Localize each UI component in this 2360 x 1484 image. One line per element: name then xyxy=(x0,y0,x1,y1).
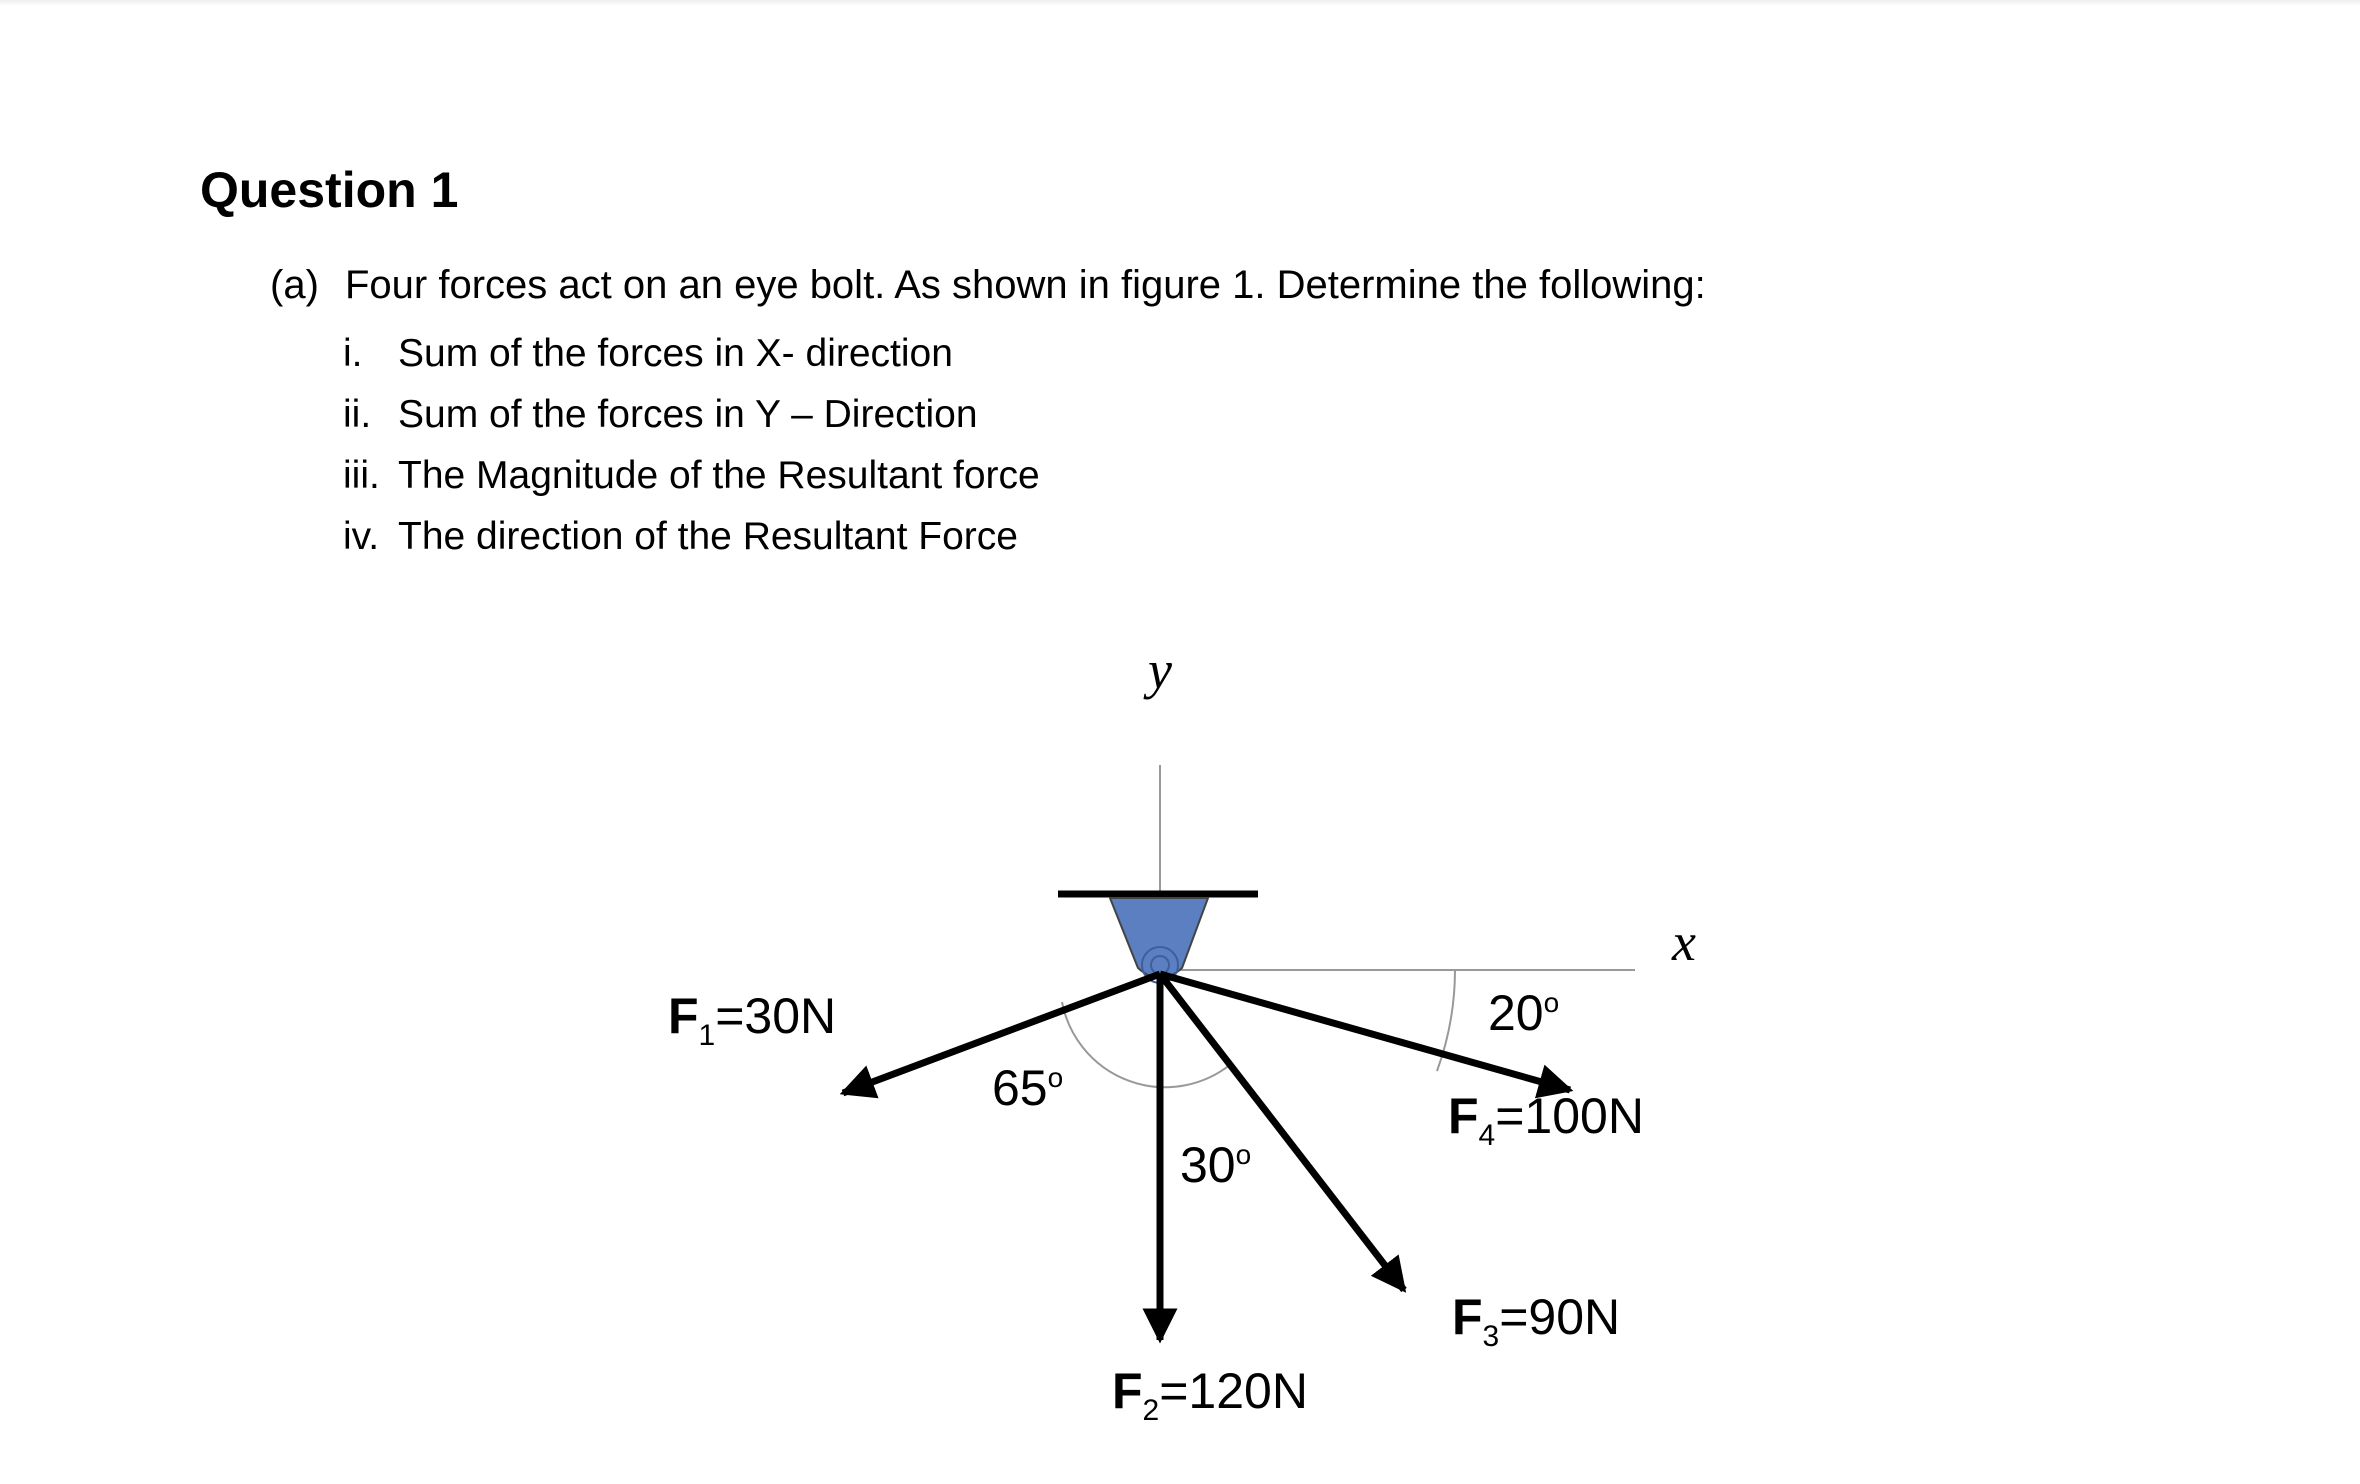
force-label-f1: $F_1=30N$ xyxy=(668,988,837,1052)
item-text: Sum of the forces in X- direction xyxy=(398,332,953,375)
angle-arc-65 xyxy=(1062,1002,1231,1087)
item-text: The Magnitude of the Resultant force xyxy=(398,454,1040,497)
force-label-f3: $F_3=90N$ xyxy=(1452,1289,1621,1353)
question-title: Question 1 xyxy=(200,162,459,218)
item-number: ii. xyxy=(343,393,372,436)
angle-label-65: 65$^o$ xyxy=(992,1060,1064,1116)
part-text: Four forces act on an eye bolt. As shown in figure 1. Determine the following: xyxy=(345,263,1706,307)
angle-label-30: 30$^o$ xyxy=(1180,1137,1252,1193)
force-arrow-f3 xyxy=(1160,974,1404,1290)
item-text: Sum of the forces in Y – Direction xyxy=(398,393,978,436)
item-number: iii. xyxy=(343,454,380,497)
item-number: i. xyxy=(343,332,363,375)
item-text: The direction of the Resultant Force xyxy=(398,515,1018,558)
x-axis-label: x xyxy=(1672,912,1696,972)
angle-label-20: 20$^o$ xyxy=(1488,985,1560,1041)
eye-bolt xyxy=(1110,898,1208,978)
item-number: iv. xyxy=(343,515,380,558)
force-label-f4: $F_4=100N$ xyxy=(1448,1088,1644,1152)
y-axis-label: y xyxy=(1148,640,1172,700)
force-label-f2: $F_2=120N$ xyxy=(1112,1363,1308,1427)
part-label: (a) xyxy=(270,263,319,307)
